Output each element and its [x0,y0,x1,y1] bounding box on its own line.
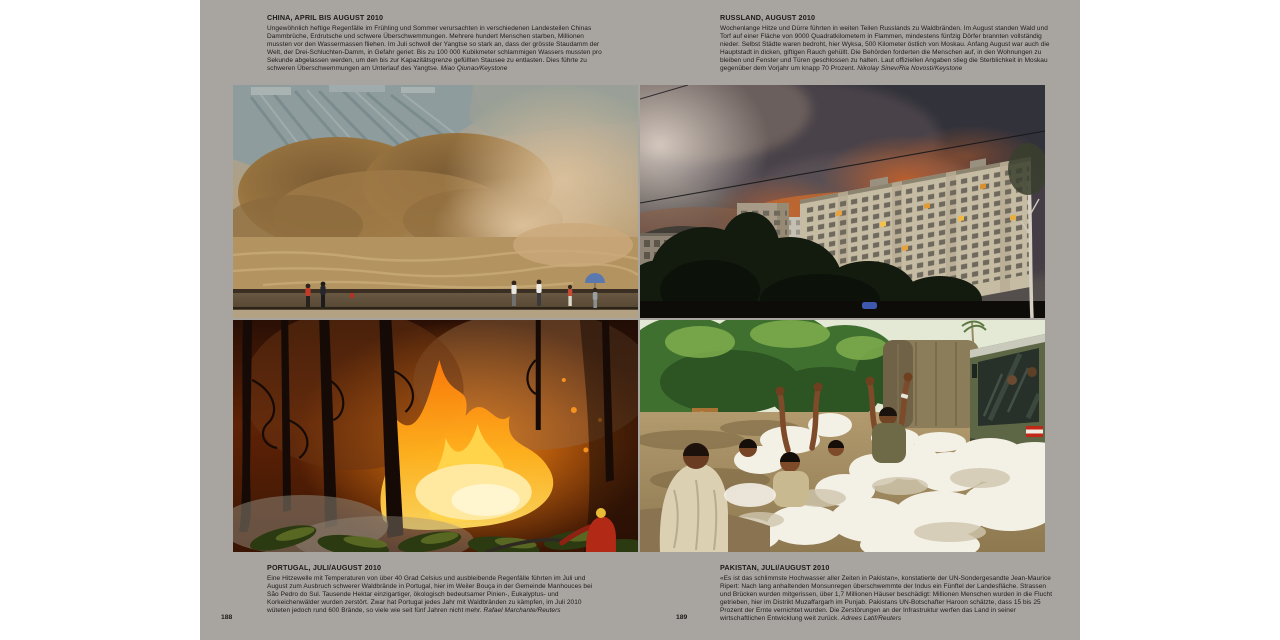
caption-russland-title: RUSSLAND, AUGUST 2010 [720,13,816,22]
photo-russland-smoke-city [640,85,1045,318]
caption-portugal-text: Eine Hitzewelle mit Temperaturen von über 40 Grad Celsius und ausbleibende Regenfälle führten im Juli und August zum Ausbruch schwerer Waldbrände in Portugal, hier im Weiler Bouça in der Gemeinde Manhouces bei São Pedro do Sul. Tausende Hektar einzigartiger, ökologisch bedeutsamer Pinien-, Eukalyptus- und Korkeichenwälder wurden zerstört. Zwar hat Portugal jedes Jahr mit Waldbränden zu kämpfen, im Juli 2010 wüteten jedoch rund 600 Brände, so viele wie seit fünf Jahren nicht mehr. [267,575,593,614]
caption-china-body [267,25,603,72]
caption-portugal-credit: Rafael Marchante/Reuters [483,606,561,614]
caption-pakistan-body [720,575,1056,622]
caption-china-text: Ungewöhnlich heftige Regenfälle im Frühling und Sommer verursachten in verschiedenen Landesteilen Chinas Dammbrüche, Erdrutsche und schwere Überschwemmungen. Mehrere hundert Menschen starben, Millionen mussten vor den Wassermassen fliehen. Im Juli schwoll der Yangtse so stark an, dass der grösste Staudamm der Welt, der Drei-Schluchten-Damm, in Gefahr geriet: Bis zu 100 000 Kubikmeter schlammigen Wassers mussten pro Sekunde abgelassen werden, um den bis zur Kapazitätsgrenze gefüllten Stausee zu entlasten. Dies führte zu schweren Überschwemmungen am Unterlauf des Yangtse. [267,25,602,72]
page-number-left: 188 [221,614,233,621]
caption-russland-credit: Nikolay Sinev/Ria Novosti/Keystone [857,64,963,72]
photo-portugal-forest-fire [233,320,638,552]
caption-portugal-body [267,575,603,615]
caption-china-title: CHINA, APRIL BIS AUGUST 2010 [267,13,384,22]
caption-pakistan-text: «Es ist das schlimmste Hochwasser aller Zeiten in Pakistan», konstatierte der UN-Sondergesandte Jean-Maurice Ripert: Nach lang anhaltenden Monsunregen überschwemmte der Indus ein Fünftel der Landesfläche. Strassen und Brücken wurden mitgerissen, über 1,7 Millionen Häuser beschädigt: Millionen Menschen wurden in die Flucht getrieben, hier im Distrikt Muzaffargarh im Punjab. Pakistans UN-Botschafter Haroon schätzte, dass 15 bis 25 Prozent der Ernte vernichtet wurden. Die Zerstörungen an der Infrastruktur werfen das Land in seiner wirtschaftlichen Entwicklung weit zurück. [720,575,1053,622]
caption-russland [720,13,1056,72]
caption-pakistan-title: PAKISTAN, JULI/AUGUST 2010 [720,563,830,572]
caption-pakistan-credit: Adrees Latif/Reuters [840,614,902,622]
photo-china-dam-flood [233,85,638,318]
caption-portugal [267,563,603,615]
page-number-right: 189 [676,614,688,621]
caption-portugal-title: PORTUGAL, JULI/AUGUST 2010 [267,563,382,572]
caption-china-credit: Miao Qiunao/Keystone [440,64,508,72]
caption-russland-body [720,25,1056,72]
caption-russland-text: Wochenlange Hitze und Dürre führten in weiten Teilen Russlands zu Waldbränden. Im August standen Wald und Torf auf einer Fläche von 9000 Quadratkilometern in Flammen, mindestens fünfzig Dörfer brannten vollständig nieder. Selbst Städte waren bedroht, hier Wyksa, 500 Kilometer östlich von Moskau. Anfang August war auch die Hauptstadt in dicken, giftigen Rauch gehüllt. Die Behörden forderten die Menschen auf, in den Wohnungen zu bleiben und Fenster und Türen geschlossen zu halten. Laut offiziellen Angaben stieg die Sterblichkeit in Moskau gegenüber dem Vorjahr um knapp 70 Prozent. [720,25,1050,72]
photo-pakistan-flood-rescue [640,320,1045,552]
caption-pakistan [720,563,1056,622]
caption-china [267,13,603,72]
